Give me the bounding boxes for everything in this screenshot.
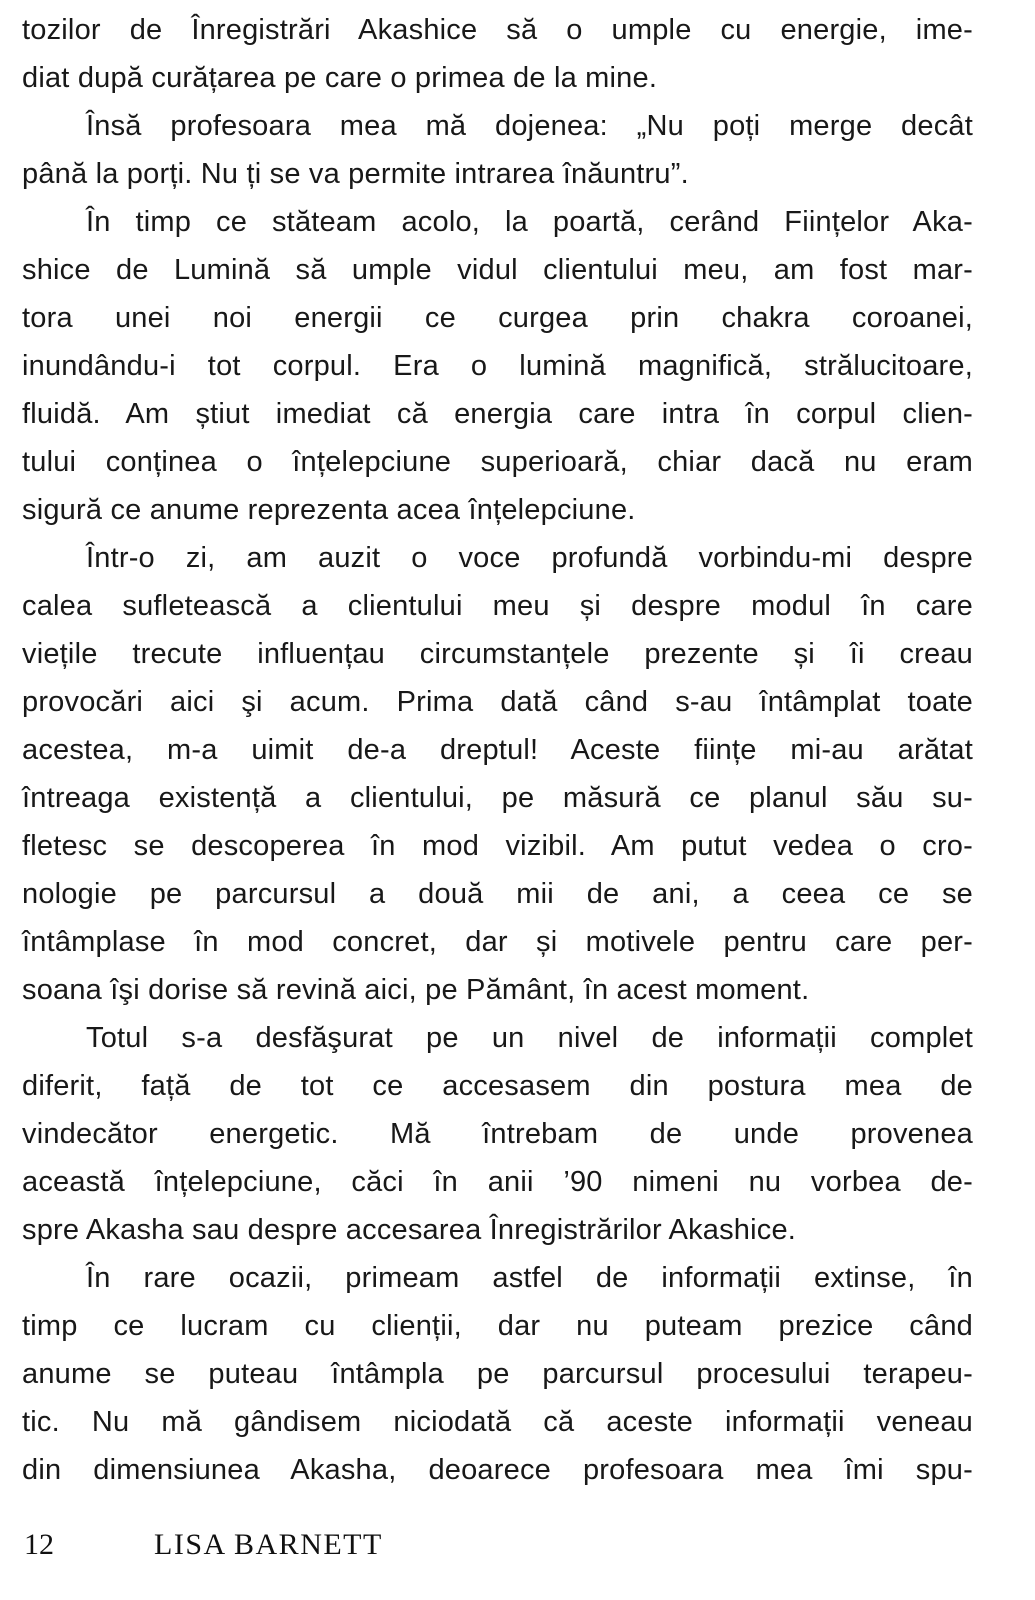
paragraph <box>22 534 973 1014</box>
text-line: În rare ocazii, primeam astfel de informații extinse, în <box>86 1262 973 1294</box>
text-line: provocări aici şi acum. Prima dată când s-au întâmplat toate <box>22 686 973 718</box>
text-line: nologie pe parcursul a două mii de ani, a ceea ce se <box>22 878 973 910</box>
text-line: tozilor de Înregistrări Akashice să o umple cu energie, ime- <box>22 14 973 46</box>
text-line: diferit, față de tot ce accesasem din postura mea de <box>22 1070 973 1102</box>
text-line: sigură ce anume reprezenta acea înțelepciune. <box>22 494 636 526</box>
text-line: diat după curățarea pe care o primea de la mine. <box>22 62 658 94</box>
paragraph <box>22 6 973 102</box>
text-line: întâmplase în mod concret, dar și motivele pentru care per- <box>22 926 973 958</box>
text-line: întreaga existență a clientului, pe măsură ce planul său su- <box>22 782 973 814</box>
text-line: vindecător energetic. Mă întrebam de unde provenea <box>22 1118 973 1150</box>
paragraph <box>22 198 973 534</box>
text-line: shice de Lumină să umple vidul clientului meu, am fost mar- <box>22 254 973 286</box>
paragraph <box>22 1014 973 1254</box>
paragraph <box>22 102 973 198</box>
text-line: tic. Nu mă gândisem niciodată că aceste informații veneau <box>22 1406 973 1438</box>
text-line: fluidă. Am știut imediat că energia care intra în corpul clien- <box>22 398 973 430</box>
text-line: Totul s-a desfăşurat pe un nivel de informații complet <box>86 1022 973 1054</box>
text-line: tului conținea o înțelepciune superioară, chiar dacă nu eram <box>22 446 973 478</box>
text-line: până la porți. Nu ți se va permite intrarea înăuntru”. <box>22 158 689 190</box>
text-line: această înțelepciune, căci în anii ’90 nimeni nu vorbea de- <box>22 1166 973 1198</box>
text-line: acestea, m-a uimit de-a dreptul! Aceste ființe mi-au arătat <box>22 734 973 766</box>
text-line: spre Akasha sau despre accesarea Înregistrărilor Akashice. <box>22 1214 797 1246</box>
text-line: fletesc se descoperea în mod vizibil. Am putut vedea o cro- <box>22 830 973 862</box>
text-line: Însă profesoara mea mă dojenea: „Nu poți merge decât <box>86 110 973 142</box>
author-name: LISA BARNETT <box>154 1528 383 1561</box>
text-line: timp ce lucram cu clienții, dar nu puteam prezice când <box>22 1310 973 1342</box>
text-line: Într-o zi, am auzit o voce profundă vorbindu-mi despre <box>86 542 973 574</box>
text-line: calea sufletească a clientului meu și despre modul în care <box>22 590 973 622</box>
page-number: 12 <box>24 1528 54 1561</box>
text-line: soana îşi dorise să revină aici, pe Pământ, în acest moment. <box>22 974 810 1006</box>
text-line: din dimensiunea Akasha, deoarece profesoara mea îmi spu- <box>22 1454 973 1486</box>
text-line: inundându-i tot corpul. Era o lumină magnifică, strălucitoare, <box>22 350 973 382</box>
text-line: anume se puteau întâmpla pe parcursul procesului terapeu- <box>22 1358 973 1390</box>
page-text <box>0 6 1035 1494</box>
paragraph <box>22 1254 973 1494</box>
text-line: tora unei noi energii ce curgea prin chakra coroanei, <box>22 302 973 334</box>
text-line: În timp ce stăteam acolo, la poartă, cerând Ființelor Aka- <box>86 206 973 238</box>
page-footer <box>0 1528 1035 1562</box>
text-line: viețile trecute influențau circumstanțele prezente și îi creau <box>22 638 973 670</box>
